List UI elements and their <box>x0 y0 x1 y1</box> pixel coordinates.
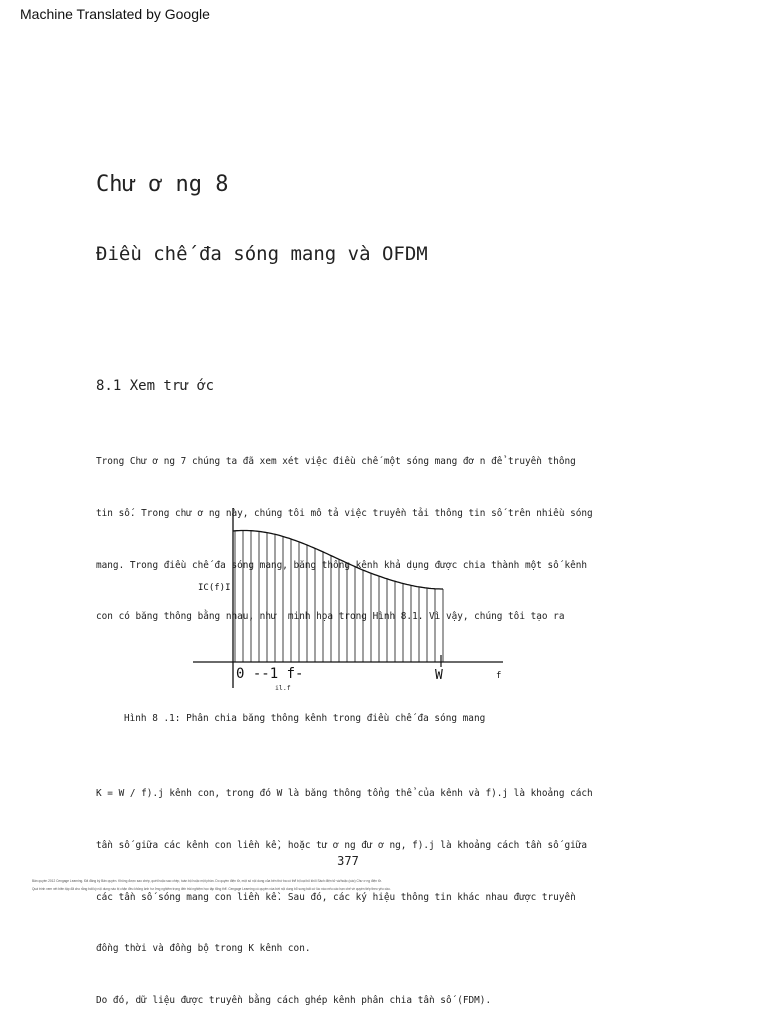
copyright-footer-line: Quá trình xem xét biên tập đã cho rằng bất kỳ nội dung nào bị chặn đều không ảnh hư ởng nghiêm trọng đến trải nghiệm học tập tổng thể. Cengage Learning có quyền xóa bớt nội dung bổ sung bất cứ lúc nào nếu các hạn chế về quyền tiếp theo yêu cầu. <box>32 887 391 891</box>
section-heading: 8.1 Xem trư ớc <box>96 378 215 394</box>
text-line: tần số giữa các kênh con liền kề, hoặc tư ơ ng đư ơ ng, f).j là khoảng cách tần số giữa <box>96 840 588 852</box>
figure-origin-label: 0 --1 f- <box>236 666 304 682</box>
text-line: đồng thời và đồng bộ trong K kênh con. <box>96 943 311 955</box>
text-line: các tần số sóng mang con liền kề. Sau đó, các ký hiệu thông tin khác nhau được truyền <box>96 891 576 903</box>
translation-banner: Machine Translated by Google <box>20 6 210 22</box>
text-line: K = W / f).j kênh con, trong đó W là băng thông tổng thể của kênh và f).j là khoảng cách <box>96 788 593 800</box>
chapter-heading: Chư ơ ng 8 <box>96 172 229 197</box>
text-line: mang. Trong điều chế đa sóng mang, băng thông kênh khả dụng được chia thành một số kênh <box>96 559 588 571</box>
page-number: 377 <box>337 854 359 868</box>
text-line: Do đó, dữ liệu được truyền bằng cách ghép kênh phân chia tần số (FDM). <box>96 994 492 1006</box>
channel-response-curve <box>233 531 443 590</box>
text-line: con có băng thông bằng nhau, như minh họa trong Hình 8.1. Vì vậy, chúng tôi tạo ra <box>96 611 565 623</box>
figure-ylabel: IC(f)I <box>198 583 231 593</box>
figure-w-label: W <box>435 668 443 683</box>
text-line: tin số. Trong chư ơ ng này, chúng tôi mô tả việc truyền tải thông tin số trên nhiều sóng <box>96 508 593 520</box>
figure-f-label: f <box>496 671 502 681</box>
figure-delta-label: il.f <box>275 684 291 692</box>
text-line: Trong Chư ơ ng 7 chúng ta đã xem xét việc điều chế một sóng mang đơ n để truyền thông <box>96 456 576 468</box>
chapter-title: Điều chế đa sóng mang và OFDM <box>96 243 428 265</box>
copyright-footer-line: Bản quyền 2012 Cengage Learning. Đã đăng ký Bản quyền. Không được sao chép, quét hoặc sao chép, toàn bộ hoặc một phần. Do quyền điện tử, một số nội dung của bên thứ ba có thể bị loại bỏ khỏi Sách điện tử và/hoặc (các) Chư ơ ng điện tử. <box>32 879 382 883</box>
figure-caption: Hình 8 .1: Phân chia băng thông kênh trong điều chế đa sóng mang <box>124 713 486 724</box>
